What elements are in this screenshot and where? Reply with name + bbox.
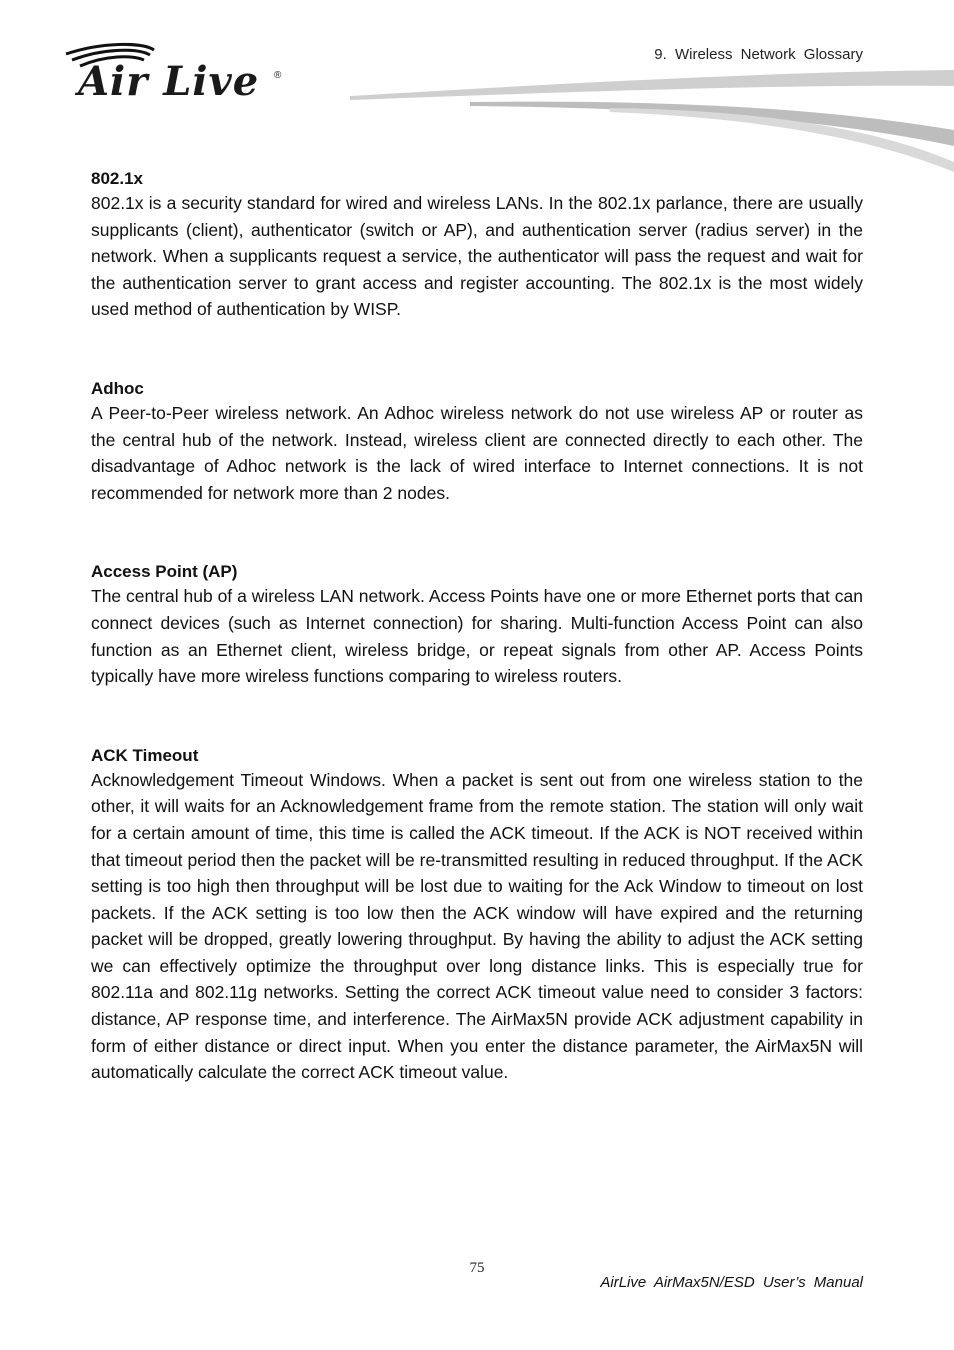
term-definition: A Peer-to-Peer wireless network. An Adhoc wireless network do not use wireless AP or router as the central hub of the network. Instead, wireless client are connected directly to each other. The disadvantage of Adhoc network is the lack of wired interface to Internet connections. It is not recommended for network more than 2 nodes. <box>91 402 863 503</box>
glossary-entry <box>91 561 863 689</box>
term-title: Adhoc <box>91 378 144 398</box>
airlive-logo <box>62 40 292 110</box>
logo-text: Air Live <box>78 58 260 105</box>
term-title: Access Point (AP) <box>91 562 238 582</box>
glossary-entry <box>91 378 863 506</box>
term-definition: The central hub of a wireless LAN network. Access Points have one or more Ethernet ports that can connect devices (such as Internet connection) for sharing. Multi-function Access Point can also function as an Ethernet client, wireless bridge, or repeat signals from other AP. Access Points typically have more wireless functions comparing to wireless routers. <box>91 586 863 687</box>
glossary-entry <box>91 168 863 323</box>
term-definition: 802.1x is a security standard for wired and wireless LANs. In the 802.1x parlance, there are usually supplicants (client), authenticator (switch or AP), and authentication server (radius server) in the network. When a supplicants request a service, the authenticator will pass the request and wait for the authentication server to grant access and register accounting. The 802.1x is the most widely used method of authentication by WISP. <box>91 193 863 320</box>
manual-title: AirLive AirMax5N/ESD User’s Manual <box>600 1274 863 1291</box>
registered-mark: ® <box>274 70 282 81</box>
glossary-content <box>91 168 863 1141</box>
term-title: 802.1x <box>91 169 143 188</box>
page-number: 75 <box>469 1260 485 1276</box>
term-title: ACK Timeout <box>91 745 199 765</box>
header-decoration <box>350 66 954 176</box>
glossary-entry <box>91 745 863 1086</box>
chapter-title: 9. Wireless Network Glossary <box>654 46 863 63</box>
term-definition: Acknowledgement Timeout Windows. When a packet is sent out from one wireless station to the other, it will waits for an Acknowledgement frame from the remote station. The station will only wait for a certain amount of time, this time is called the ACK timeout. If the ACK is NOT received within that timeout period then the packet will be re-transmitted resulting in reduced throughput. If the ACK setting is too high then throughput will be lost due to waiting for the Ack Window to timeout on lost packets. If the ACK setting is too low then the ACK window will have expired and the returning packet will be dropped, greatly lowering throughput. By having the ability to adjust the ACK setting we can effectively optimize the throughput over long distance links. This is especially true for 802.11a and 802.11g networks. Setting the correct ACK timeout value need to consider 3 factors: distance, AP response time, and interference. The AirMax5N provide ACK adjustment capability in form of either distance or direct input. When you enter the distance parameter, the AirMax5N will automatically calculate the correct ACK timeout value. <box>91 769 863 1083</box>
